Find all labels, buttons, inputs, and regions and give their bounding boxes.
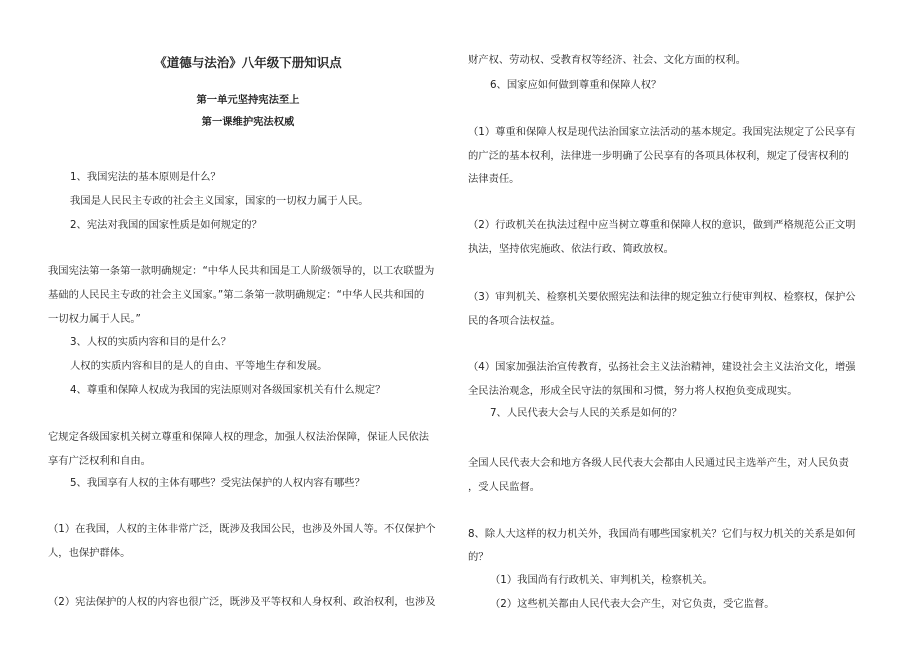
answer-4-line: 享有广泛权利和自由。: [48, 455, 151, 467]
answer-5-1-line: 人，也保护群体。: [48, 547, 131, 559]
answer-6-4-line: 全民法治观念，形成全民守法的氛围和习惯，努力将人权抱负变成现实。: [468, 385, 798, 397]
question-8-line: 的？: [468, 551, 489, 563]
answer-1: 我国是人民民主专政的社会主义国家，国家的一切权力属于人民。: [70, 195, 369, 207]
answer-5-1-line: （1）在我国，人权的主体非常广泛，既涉及我国公民，也涉及外国人等。不仅保护个: [48, 523, 436, 535]
answer-6-2-line: 执法，坚持依宪施政、依法行政、简政放权。: [468, 243, 674, 255]
answer-6-2-line: （2）行政机关在执法过程中应当树立尊重和保障人权的意识，做到严格规范公正文明: [468, 219, 856, 231]
question-1: 1、我国宪法的基本原则是什么？: [70, 171, 221, 183]
answer-2-line: 我国宪法第一条第一款明确规定：“中华人民共和国是工人阶级领导的，以工农联盟为: [48, 265, 435, 277]
answer-2-line: 基础的人民民主专政的社会主义国家。”第二条第一款明确规定：“中华人民共和国的: [48, 289, 425, 301]
unit-heading: 第一单元坚持宪法至上: [196, 94, 300, 106]
answer-8-1: （1）我国尚有行政机关、审判机关，检察机关。: [490, 574, 713, 586]
question-7: 7、人民代表大会与人民的关系是如何的？: [490, 407, 682, 419]
question-4: 4、尊重和保障人权成为我国的宪法原则对各级国家机关有什么规定？: [70, 384, 386, 396]
answer-6-1-line: 法律责任。: [468, 173, 520, 185]
answer-2-line: 一切权力属于人民。”: [48, 313, 141, 325]
answer-7-line: ，受人民监督。: [468, 481, 541, 493]
question-6: 6、国家应如何做到尊重和保障人权？: [490, 79, 662, 91]
answer-6-4-line: （4）国家加强法治宣传教育，弘扬社会主义法治精神，建设社会主义法治文化，增强: [468, 361, 856, 373]
answer-6-1-line: （1）尊重和保障人权是现代法治国家立法活动的基本规定。我国宪法规定了公民享有: [468, 126, 856, 138]
answer-8-2: （2）这些机关都由人民代表大会产生，对它负责，受它监督。: [490, 598, 775, 610]
question-5: 5、我国享有人权的主体有哪些？受宪法保护的人权内容有哪些？: [70, 477, 365, 489]
lesson-heading: 第一课维护宪法权威: [201, 116, 295, 128]
answer-3: 人权的实质内容和目的是人的自由、平等地生存和发展。: [70, 360, 328, 372]
answer-6-1-line: 的广泛的基本权利，法律进一步明确了公民享有的各项具体权利，规定了侵害权利的: [468, 150, 849, 162]
answer-5-2: （2）宪法保护的人权的内容也很广泛，既涉及平等权和人身权利、政治权利，也涉及: [48, 596, 436, 608]
document-title: 《道德与法治》八年级下册知识点: [154, 55, 342, 70]
question-2: 2、宪法对我国的国家性质是如何规定的？: [70, 219, 262, 231]
answer-4-line: 它规定各级国家机关树立尊重和保障人权的理念，加强人权法治保障，保证人民依法: [48, 431, 429, 443]
question-8-line: 8、除人大这样的权力机关外，我国尚有哪些国家机关？它们与权力机关的关系是如何: [468, 528, 856, 540]
question-3: 3、人权的实质内容和目的是什么？: [70, 336, 232, 348]
answer-7-line: 全国人民代表大会和地方各级人民代表大会都由人民通过民主选举产生，对人民负责: [468, 457, 849, 469]
answer-5-2-continued: 财产权、劳动权、受教育权等经济、社会、文化方面的权利。: [468, 54, 747, 66]
answer-6-3-line: （3）审判机关、检察机关要依照宪法和法律的规定独立行使审判权、检察权，保护公: [468, 291, 856, 303]
answer-6-3-line: 民的各项合法权益。: [468, 315, 561, 327]
